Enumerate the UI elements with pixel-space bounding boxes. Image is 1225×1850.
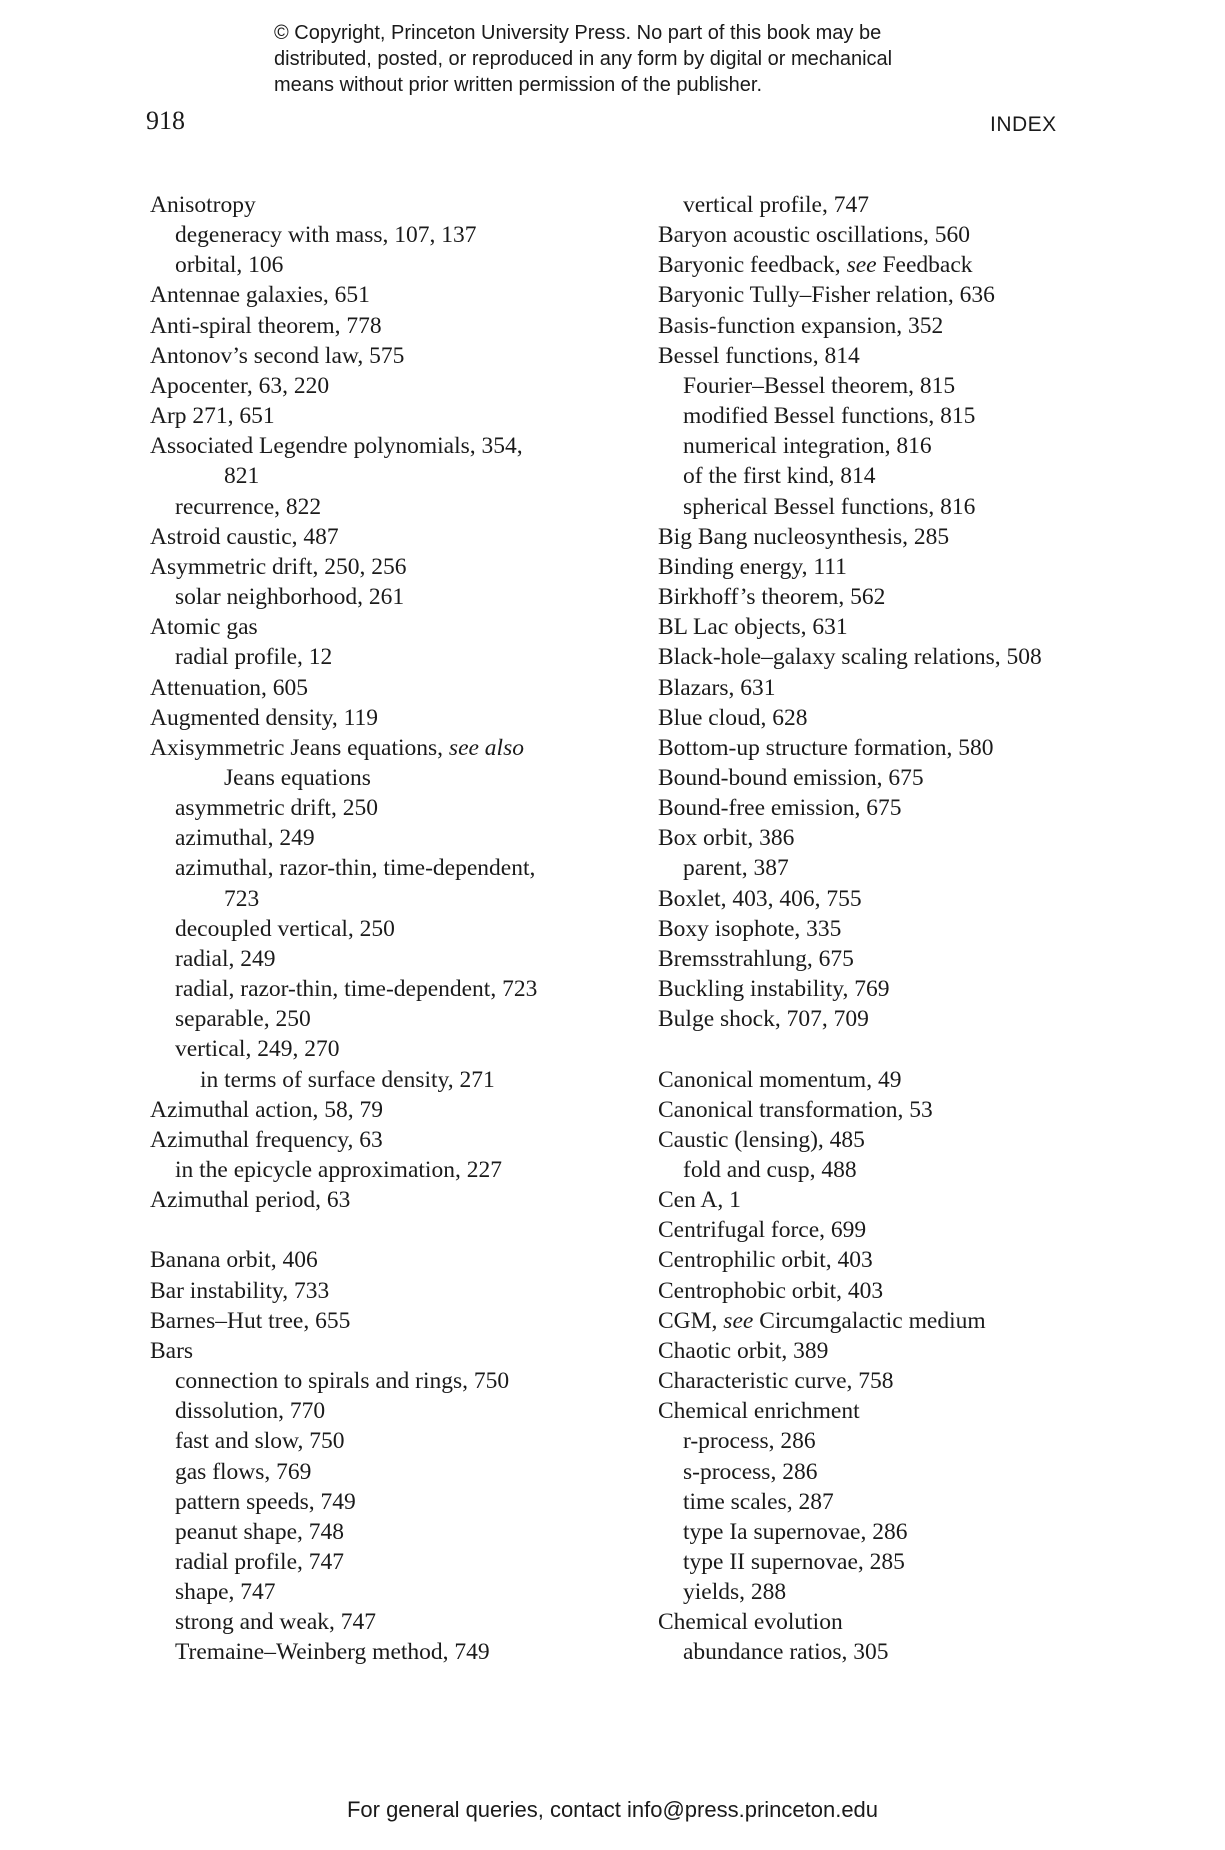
index-entry: [150, 522, 620, 552]
index-entry: [658, 552, 1128, 582]
entry-text: radial profile, 747: [175, 1549, 345, 1576]
index-entry: [658, 612, 1128, 642]
entry-text: peanut shape, 748: [175, 1518, 345, 1545]
index-entry: [150, 1185, 620, 1215]
copyright-line: © Copyright, Princeton University Press. No part of this book may be: [274, 22, 882, 44]
entry-text: Antennae galaxies, 651: [150, 282, 370, 309]
entry-text: Caustic (lensing), 485: [658, 1126, 865, 1153]
index-entry: [150, 1336, 620, 1366]
index-entry: [658, 1185, 1128, 1215]
entry-text: Fourier–Bessel theorem, 815: [683, 372, 956, 399]
index-entry: [150, 1245, 620, 1275]
entry-text: Boxlet, 403, 406, 755: [658, 885, 862, 912]
letter-group-gap: [150, 1215, 620, 1245]
index-subentry: [150, 642, 620, 672]
index-subentry: [658, 190, 1128, 220]
index-subentry: [658, 1517, 1128, 1547]
entry-text: dissolution, 770: [175, 1398, 326, 1425]
cross-reference-italic: see: [723, 1307, 754, 1334]
entry-text: Banana orbit, 406: [150, 1247, 318, 1274]
index-entry: [150, 703, 620, 733]
index-entry: [658, 1095, 1128, 1125]
index-subentry: [658, 492, 1128, 522]
index-entry: [658, 642, 1128, 672]
entry-text: azimuthal, razor-thin, time-dependent,: [175, 855, 536, 882]
index-entry: [658, 1336, 1128, 1366]
index-subentry: [658, 401, 1128, 431]
entry-text: Azimuthal period, 63: [150, 1187, 351, 1214]
index-column-left: [150, 190, 620, 1668]
cross-reference-italic: see also: [448, 734, 524, 761]
entry-text: type II supernovae, 285: [683, 1549, 905, 1576]
copyright-notice: [274, 20, 974, 98]
entry-text: 821: [224, 463, 260, 490]
entry-text: Chemical enrichment: [658, 1398, 860, 1425]
entry-text: in the epicycle approximation, 227: [175, 1157, 502, 1183]
index-subentry: [150, 914, 620, 944]
entry-text: of the first kind, 814: [683, 463, 876, 490]
entry-text: parent, 387: [683, 855, 789, 882]
index-subentry: [658, 853, 1128, 883]
index-entry: [658, 220, 1128, 250]
cross-reference-italic: see: [846, 252, 877, 279]
index-entry: [150, 1125, 620, 1155]
index-subentry: [150, 1155, 620, 1185]
entry-text: decoupled vertical, 250: [175, 915, 395, 942]
index-entry: [150, 552, 620, 582]
entry-text: connection to spirals and rings, 750: [175, 1368, 510, 1395]
index-subentry: [150, 1396, 620, 1426]
index-entry: [150, 733, 620, 763]
entry-text: Baryon acoustic oscillations, 560: [658, 222, 970, 249]
entry-text: azimuthal, 249: [175, 825, 315, 852]
index-entry-continuation: [150, 763, 620, 793]
entry-text: degeneracy with mass, 107, 137: [175, 222, 477, 249]
entry-text: yields, 288: [683, 1579, 787, 1606]
index-subentry: [658, 1155, 1128, 1185]
entry-text: numerical integration, 816: [683, 433, 932, 460]
entry-text: Associated Legendre polynomials, 354,: [150, 433, 523, 460]
entry-text: Atomic gas: [150, 614, 258, 641]
entry-text: Asymmetric drift, 250, 256: [150, 553, 407, 580]
entry-text: pattern speeds, 749: [175, 1488, 356, 1515]
index-entry: [658, 1607, 1128, 1637]
entry-text: Azimuthal action, 58, 79: [150, 1096, 383, 1123]
index-subentry: [150, 1577, 620, 1607]
entry-text: Boxy isophote, 335: [658, 915, 842, 942]
index-entry: [658, 1306, 1128, 1336]
entry-text: Chemical evolution: [658, 1609, 843, 1636]
index-subentry: [658, 1577, 1128, 1607]
index-entry: [658, 280, 1128, 310]
entry-text: Centrophilic orbit, 403: [658, 1247, 873, 1274]
entry-text: Jeans equations: [224, 764, 371, 791]
index-subentry: [150, 1366, 620, 1396]
index-entry: [658, 311, 1128, 341]
running-head: INDEX: [990, 113, 1057, 136]
entry-text: Centrophobic orbit, 403: [658, 1277, 884, 1304]
entry-text: Baryonic feedback,: [658, 252, 847, 279]
entry-text: Tremaine–Weinberg method, 749: [175, 1639, 490, 1666]
index-entry: [150, 1306, 620, 1336]
index-entry: [150, 311, 620, 341]
index-subentry: [150, 1487, 620, 1517]
entry-text: Blue cloud, 628: [658, 704, 808, 731]
index-entry: [658, 1276, 1128, 1306]
copyright-line: means without prior written permission of the publisher.: [274, 74, 763, 96]
index-entry: [150, 612, 620, 642]
entry-text: Antonov’s second law, 575: [150, 342, 405, 369]
index-entry: [658, 703, 1128, 733]
entry-text: Baryonic Tully–Fisher relation, 636: [658, 282, 995, 309]
footer-contact: For general queries, contact info@press.princeton.edu: [346, 1797, 879, 1822]
entry-text: Canonical momentum, 49: [658, 1066, 902, 1093]
index-entry: [658, 1215, 1128, 1245]
entry-text: fold and cusp, 488: [683, 1156, 857, 1183]
entry-text: strong and weak, 747: [175, 1609, 377, 1636]
index-subentry: [150, 823, 620, 853]
entry-text: Anisotropy: [150, 192, 256, 218]
index-entry: [150, 341, 620, 371]
index-subentry: [150, 582, 620, 612]
index-entry-continuation: [150, 461, 620, 491]
index-entry: [658, 1004, 1128, 1034]
index-entry: [150, 1095, 620, 1125]
entry-text: Bremsstrahlung, 675: [658, 945, 854, 972]
entry-text: gas flows, 769: [175, 1458, 312, 1485]
entry-text: radial, 249: [175, 945, 276, 972]
entry-text: orbital, 106: [175, 252, 284, 279]
index-entry: [658, 673, 1128, 703]
index-entry: [658, 1366, 1128, 1396]
letter-group-gap: [658, 1034, 1128, 1064]
entry-text: Black-hole–galaxy scaling relations, 508: [658, 644, 1042, 671]
entry-text: radial profile, 12: [175, 644, 333, 671]
index-subentry: [150, 492, 620, 522]
index-entry: [150, 673, 620, 703]
entry-text: Barnes–Hut tree, 655: [150, 1307, 351, 1334]
entry-text: Bars: [150, 1337, 194, 1364]
entry-text: vertical, 249, 270: [175, 1036, 340, 1063]
index-entry: [658, 914, 1128, 944]
entry-text: time scales, 287: [683, 1488, 834, 1515]
index-subentry: [150, 1457, 620, 1487]
entry-text: Azimuthal frequency, 63: [150, 1126, 383, 1153]
index-entry: [150, 190, 620, 220]
index-entry: [658, 250, 1128, 280]
entry-text: Big Bang nucleosynthesis, 285: [658, 523, 950, 550]
entry-text: Basis-function expansion, 352: [658, 312, 944, 339]
index-subentry: [150, 1004, 620, 1034]
index-entry: [658, 1125, 1128, 1155]
index-subentry: [150, 974, 620, 1004]
index-subentry: [658, 1547, 1128, 1577]
entry-text: Anti-spiral theorem, 778: [150, 312, 382, 339]
index-entry: [658, 793, 1128, 823]
index-subsubentry: [150, 1065, 620, 1095]
entry-text: Chaotic orbit, 389: [658, 1337, 829, 1364]
index-subentry: [658, 1637, 1128, 1667]
entry-text: s-process, 286: [683, 1458, 818, 1485]
index-subentry: [150, 1034, 620, 1064]
index-entry: [150, 1276, 620, 1306]
entry-text: Astroid caustic, 487: [150, 523, 339, 550]
entry-text: Bessel functions, 814: [658, 342, 860, 369]
entry-text: r-process, 286: [683, 1428, 816, 1455]
entry-text: Bulge shock, 707, 709: [658, 1006, 869, 1033]
index-entry: [150, 371, 620, 401]
entry-text: Bar instability, 733: [150, 1277, 330, 1304]
index-subentry: [658, 1426, 1128, 1456]
index-entry-continuation: [150, 884, 620, 914]
entry-text: fast and slow, 750: [175, 1428, 345, 1455]
entry-text: Blazars, 631: [658, 674, 776, 701]
page-number: 918: [146, 106, 185, 135]
copyright-line: distributed, posted, or reproduced in any form by digital or mechanical: [274, 48, 893, 70]
index-subentry: [150, 793, 620, 823]
entry-text: 723: [224, 885, 260, 912]
index-entry: [150, 280, 620, 310]
index-entry: [658, 1245, 1128, 1275]
index-subentry: [658, 1457, 1128, 1487]
entry-text: Axisymmetric Jeans equations,: [150, 734, 449, 761]
index-entry: [658, 974, 1128, 1004]
entry-text: Bound-bound emission, 675: [658, 764, 924, 791]
index-entry: [658, 884, 1128, 914]
index-subentry: [150, 1517, 620, 1547]
index-entry: [658, 763, 1128, 793]
entry-text: CGM,: [658, 1307, 724, 1334]
index-subentry: [150, 1426, 620, 1456]
index-subentry: [150, 250, 620, 280]
cross-reference-target: Circumgalactic medium: [753, 1307, 986, 1334]
index-entry: [658, 1065, 1128, 1095]
index-column-right: [658, 190, 1128, 1668]
entry-text: BL Lac objects, 631: [658, 614, 848, 641]
entry-text: Characteristic curve, 758: [658, 1368, 894, 1395]
index-subentry: [150, 1607, 620, 1637]
entry-text: Apocenter, 63, 220: [150, 372, 330, 399]
entry-text: abundance ratios, 305: [683, 1639, 889, 1666]
index-subentry: [658, 461, 1128, 491]
entry-text: Bottom-up structure formation, 580: [658, 734, 994, 761]
entry-text: Bound-free emission, 675: [658, 795, 902, 822]
index-subentry: [658, 371, 1128, 401]
entry-text: Arp 271, 651: [150, 403, 275, 430]
entry-text: Canonical transformation, 53: [658, 1096, 933, 1123]
entry-text: recurrence, 822: [175, 493, 322, 520]
index-subentry: [150, 853, 620, 883]
entry-text: Attenuation, 605: [150, 674, 308, 701]
entry-text: Centrifugal force, 699: [658, 1217, 867, 1244]
index-subentry: [150, 1547, 620, 1577]
index-entry: [658, 944, 1128, 974]
entry-text: Augmented density, 119: [150, 704, 379, 731]
index-subentry: [150, 1637, 620, 1667]
index-entry: [150, 431, 620, 461]
index-subentry: [150, 220, 620, 250]
cross-reference-target: Feedback: [876, 252, 973, 279]
index-entry: [658, 341, 1128, 371]
entry-text: spherical Bessel functions, 816: [683, 493, 976, 520]
index-entry: [658, 1396, 1128, 1426]
entry-text: radial, razor-thin, time-dependent, 723: [175, 976, 538, 1003]
index-entry: [658, 522, 1128, 552]
index-entry: [658, 733, 1128, 763]
index-entry: [658, 582, 1128, 612]
entry-text: separable, 250: [175, 1006, 311, 1033]
entry-text: Binding energy, 111: [658, 553, 847, 580]
index-subentry: [658, 1487, 1128, 1517]
index-subentry: [658, 431, 1128, 461]
entry-text: Buckling instability, 769: [658, 976, 890, 1003]
index-subentry: [150, 944, 620, 974]
entry-text: type Ia supernovae, 286: [683, 1518, 908, 1545]
entry-text: Box orbit, 386: [658, 825, 795, 852]
entry-text: solar neighborhood, 261: [175, 584, 405, 611]
entry-text: in terms of surface density, 271: [200, 1066, 495, 1093]
entry-text: asymmetric drift, 250: [175, 795, 378, 822]
entry-text: shape, 747: [175, 1579, 276, 1606]
entry-text: vertical profile, 747: [683, 192, 869, 218]
entry-text: Cen A, 1: [658, 1187, 741, 1214]
entry-text: Birkhoff’s theorem, 562: [658, 584, 886, 611]
index-entry: [658, 823, 1128, 853]
entry-text: modified Bessel functions, 815: [683, 403, 976, 430]
index-entry: [150, 401, 620, 431]
